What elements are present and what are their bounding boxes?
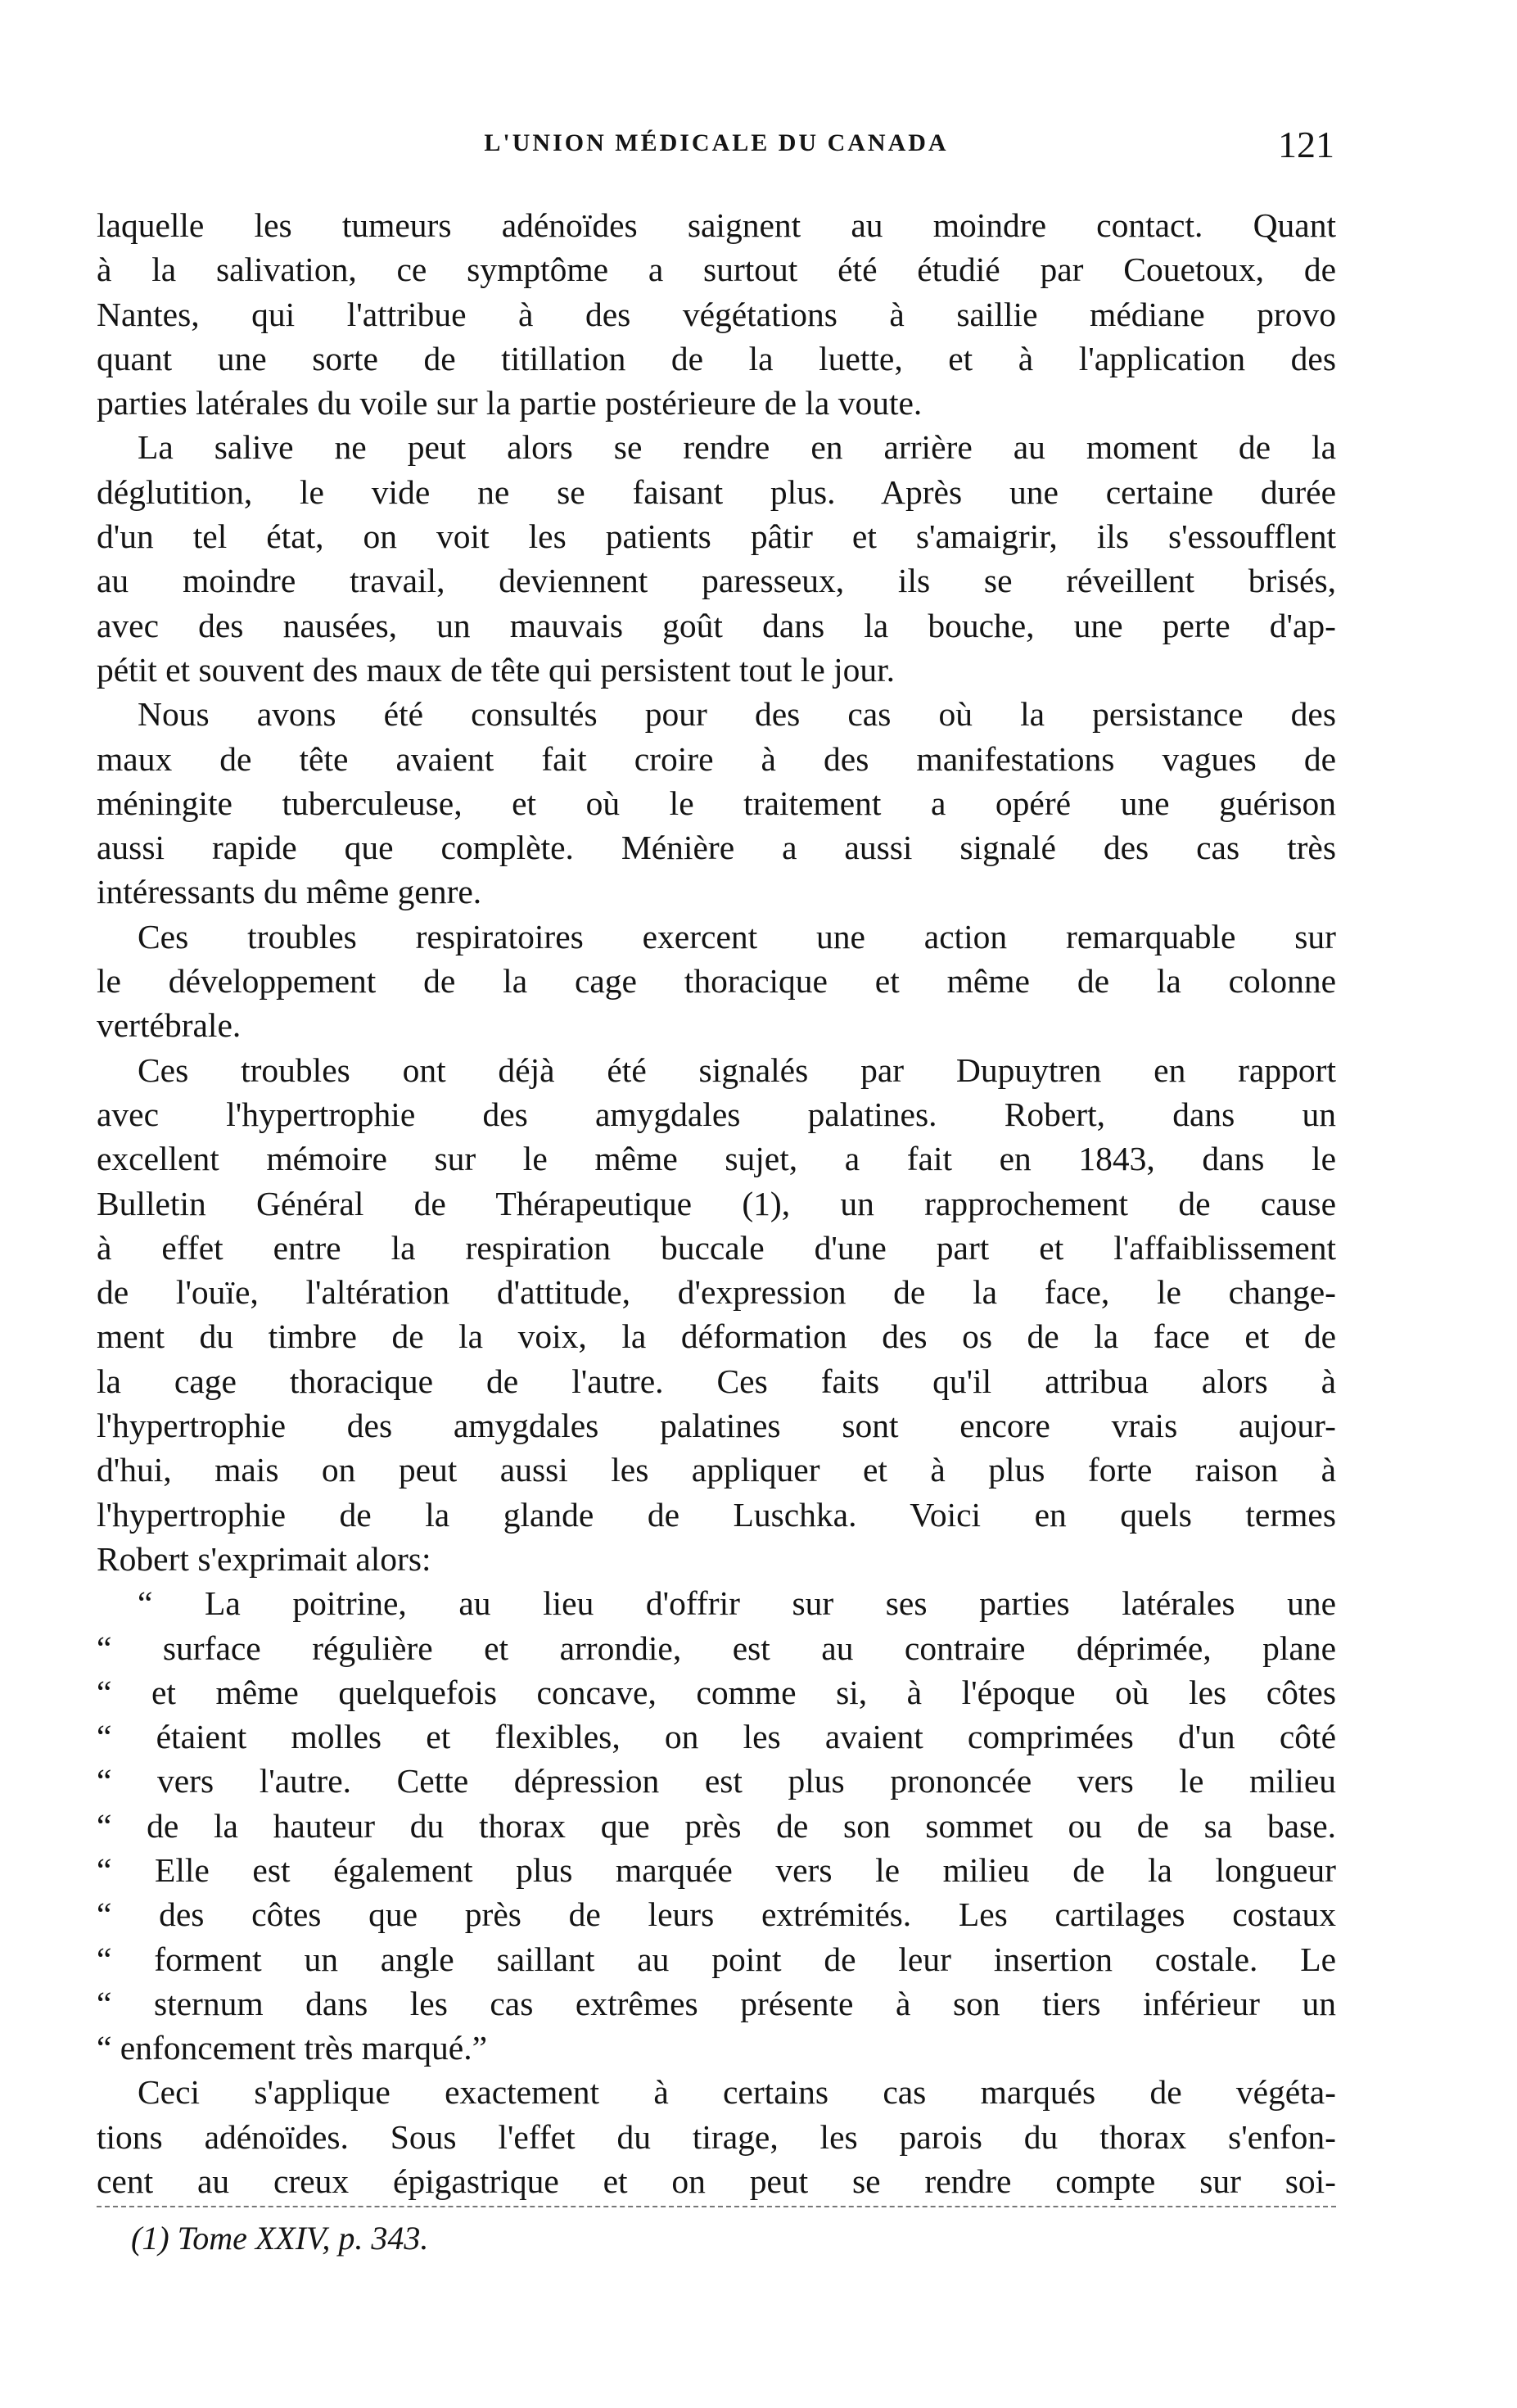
quote-line: “ étaient molles et flexibles, on les avaient comprimées d'un côté — [97, 1718, 1336, 1756]
text-line: d'un tel état, on voit les patients pâtir et s'amaigrir, ils s'essoufflent — [97, 517, 1336, 556]
running-title: L'UNION MÉDICALE DU CANADA — [484, 129, 949, 156]
running-header — [98, 123, 1334, 172]
text-line: aussi rapide que complète. Ménière a aussi signalé des cas très — [97, 829, 1336, 867]
text-line: Ces troubles respiratoires exercent une action remarquable sur — [138, 917, 1336, 956]
text-line: Nantes, qui l'attribue à des végétations à saillie médiane provo — [97, 295, 1336, 333]
text-line: pétit et souvent des maux de tête qui persistent tout le jour. — [97, 650, 896, 689]
text-line: la cage thoracique de l'autre. Ces faits qu'il attribua alors à — [97, 1362, 1336, 1400]
text-line: excellent mémoire sur le même sujet, a fait en 1843, dans le — [97, 1140, 1336, 1178]
page-number: 121 — [1278, 124, 1334, 165]
text-line: parties latérales du voile sur la partie postérieure de la voute. — [97, 384, 923, 422]
text-line: déglutition, le vide ne se faisant plus. Après une certaine durée — [97, 472, 1336, 511]
quote-line: “ des côtes que près de leurs extrémités. Les cartilages costaux — [97, 1895, 1336, 1934]
footnote: (1) Tome XXIV, p. 343. — [131, 2220, 429, 2257]
text-line: l'hypertrophie des amygdales palatines sont encore vrais aujour- — [97, 1407, 1336, 1445]
text-line: à effet entre la respiration buccale d'une part et l'affaiblissement — [97, 1228, 1336, 1267]
text-line: au moindre travail, deviennent paresseux, ils se réveillent brisés, — [97, 562, 1336, 600]
text-line: maux de tête avaient fait croire à des manifestations vagues de — [97, 739, 1336, 778]
text-line: avec l'hypertrophie des amygdales palatines. Robert, dans un — [97, 1095, 1336, 1133]
quote-line: “ et même quelquefois concave, comme si, à l'époque où les côtes — [97, 1673, 1336, 1711]
text-line: l'hypertrophie de la glande de Luschka. Voici en quels termes — [97, 1495, 1336, 1534]
quote-line: “ de la hauteur du thorax que près de son sommet ou de sa base. — [97, 1806, 1336, 1845]
text-line: Ces troubles ont déjà été signalés par Dupuytren en rapport — [138, 1050, 1336, 1089]
text-line: quant une sorte de titillation de la luette, et à l'application des — [97, 339, 1336, 377]
text-line: Bulletin Général de Thérapeutique (1), un rapprochement de cause — [97, 1184, 1336, 1222]
text-line: méningite tuberculeuse, et où le traitement a opéré une guérison — [97, 784, 1336, 822]
text-line: intéressants du même genre. — [97, 873, 482, 911]
quote-line: “ forment un angle saillant au point de leur insertion costale. Le — [97, 1940, 1336, 1978]
quote-line: “ Elle est également plus marquée vers le milieu de la longueur — [97, 1850, 1336, 1889]
text-line: ment du timbre de la voix, la déformation des os de la face et de — [97, 1317, 1336, 1356]
text-line: de l'ouïe, l'altération d'attitude, d'expression de la face, le change- — [97, 1273, 1336, 1312]
quote-line: “ La poitrine, au lieu d'offrir sur ses parties latérales une — [138, 1584, 1336, 1623]
text-line: à la salivation, ce symptôme a surtout été étudié par Couetoux, de — [97, 251, 1336, 289]
text-line: d'hui, mais on peut aussi les appliquer et à plus forte raison à — [97, 1451, 1336, 1489]
text-line: tions adénoïdes. Sous l'effet du tirage, les parois du thorax s'enfon- — [97, 2117, 1336, 2156]
body-text — [97, 203, 1336, 2203]
text-line: laquelle les tumeurs adénoïdes saignent au moindre contact. Quant — [97, 206, 1336, 244]
text-line: avec des nausées, un mauvais goût dans la bouche, une perte d'ap- — [97, 606, 1336, 644]
text-line: La salive ne peut alors se rendre en arrière au moment de la — [138, 428, 1336, 467]
quote-line: “ vers l'autre. Cette dépression est plus prononcée vers le milieu — [97, 1762, 1336, 1800]
quote-line: “ sternum dans les cas extrêmes présente à son tiers inférieur un — [97, 1984, 1336, 2022]
text-line: vertébrale. — [97, 1006, 242, 1045]
text-line: Nous avons été consultés pour des cas où la persistance des — [138, 695, 1336, 734]
text-line: Robert s'exprimait alors: — [97, 1539, 431, 1578]
text-line: le développement de la cage thoracique et même de la colonne — [97, 962, 1336, 1001]
text-line: Ceci s'applique exactement à certains cas marqués de végéta- — [138, 2073, 1336, 2112]
text-line: cent au creux épigastrique et on peut se rendre compte sur soi- — [97, 2162, 1336, 2201]
footnote-separator — [97, 2206, 1336, 2207]
quote-line: “ surface régulière et arrondie, est au contraire déprimée, plane — [97, 1629, 1336, 1667]
quote-line: “ enfoncement très marqué.” — [97, 2029, 488, 2067]
